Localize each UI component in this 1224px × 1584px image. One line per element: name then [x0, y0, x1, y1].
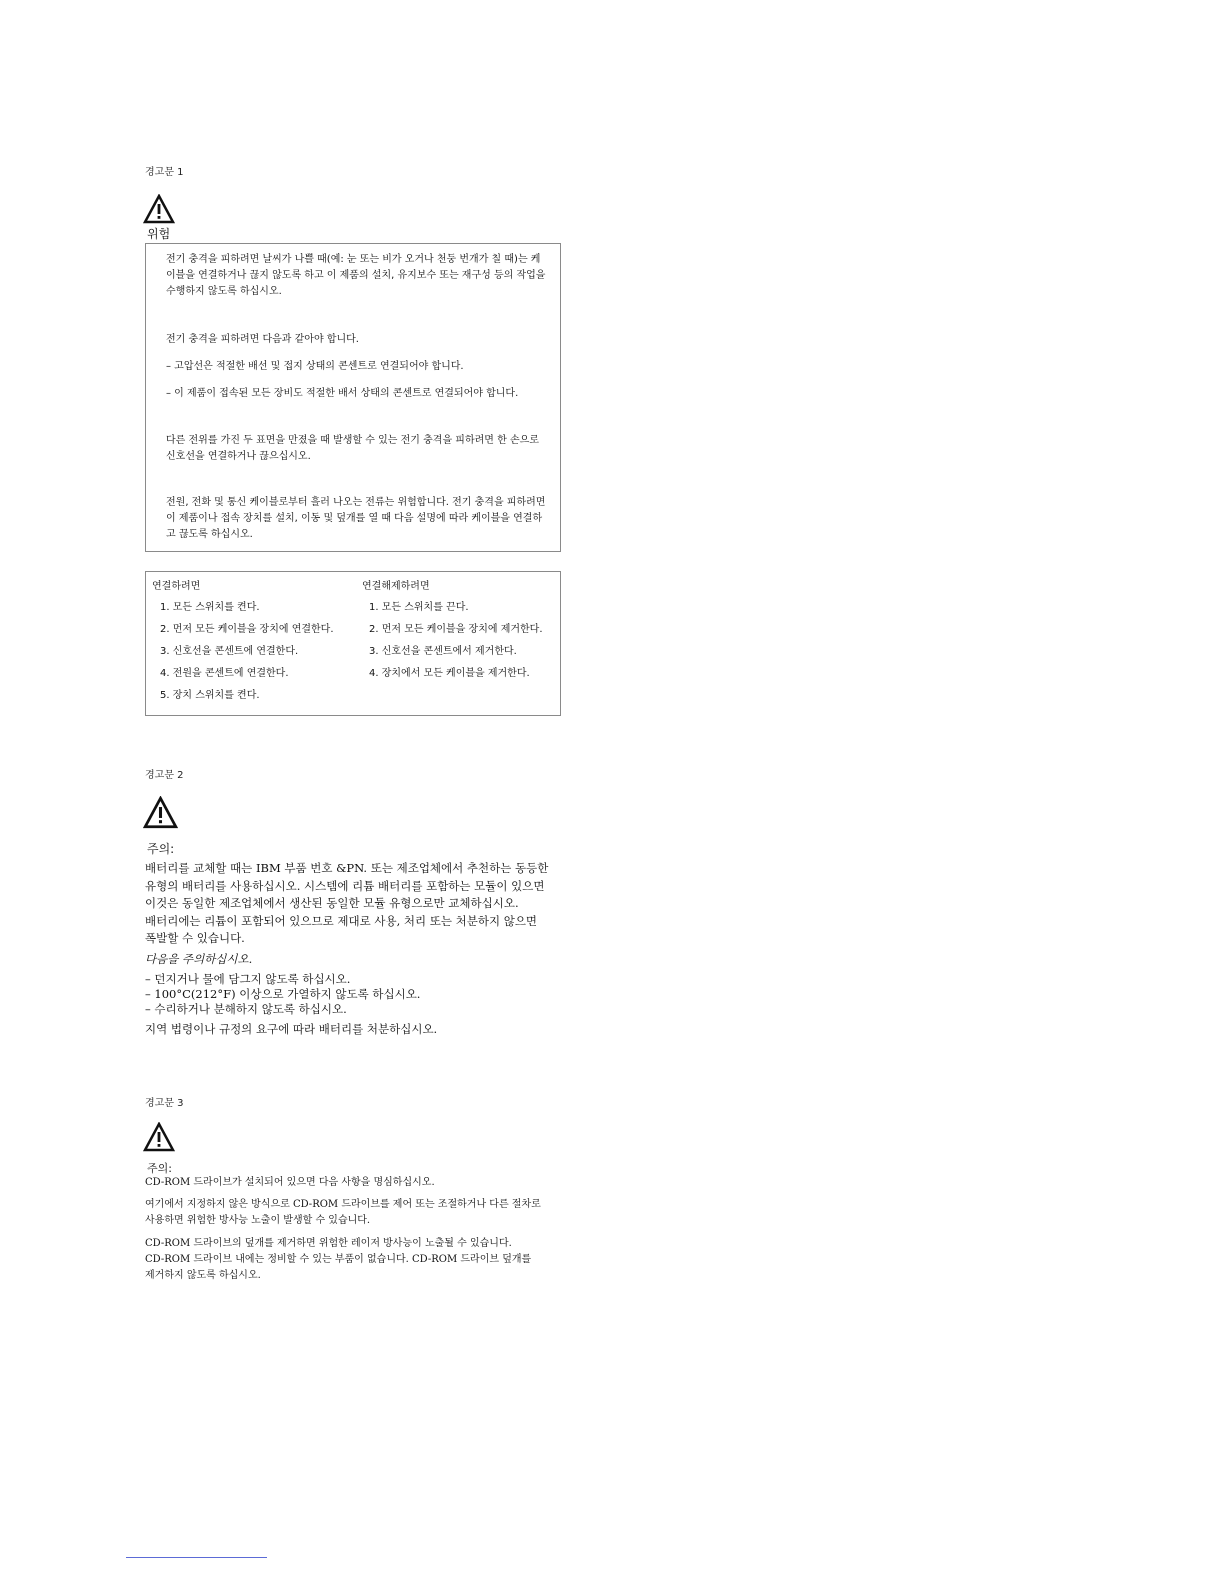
cdrom-line-1 — [145, 1175, 570, 1191]
connection-steps-box — [145, 571, 561, 716]
footnote-separator — [126, 1557, 267, 1558]
disconnect-step: 3. 신호선을 콘센트에서 제거한다. — [369, 646, 517, 657]
danger-item-1: – 고압선은 적절한 배선 및 접지 상태의 콘센트로 연결되어야 합니다. — [166, 361, 464, 372]
battery-paragraph-line: 폭발할 수 있습니다. — [145, 931, 245, 945]
battery-paragraph-line: 배터리에는 리튬이 포함되어 있으므로 제대로 사용, 처리 또는 처분하지 않으면 — [145, 913, 538, 928]
cdrom-paragraph-3 — [145, 1236, 570, 1284]
connect-heading: 연결하려면 — [152, 581, 201, 592]
battery-paragraph-line: 유형의 배터리를 사용하십시오. 시스템에 리튬 배터리를 포함하는 모듈이 있으면 — [145, 878, 545, 893]
disconnect-steps — [369, 600, 543, 688]
battery-closing: 지역 법령이나 규정의 요구에 따라 배터리를 처분하십시오. — [145, 1022, 438, 1036]
battery-item: – 수리하거나 분해하지 않도록 하십시오. — [145, 1002, 347, 1016]
battery-item: – 던지거나 물에 담그지 않도록 하십시오. — [145, 972, 351, 986]
caution-signal-word: 주의: — [147, 842, 175, 856]
disconnect-step: 1. 모든 스위치를 끈다. — [369, 602, 469, 613]
disconnect-step: 4. 장치에서 모든 케이블을 제거한다. — [369, 668, 530, 679]
battery-paragraph-line: 배터리를 교체할 때는 IBM 부품 번호 &PN. 또는 제조업체에서 추천하는 동등한 — [145, 861, 549, 875]
danger-paragraph-4: 전원, 전화 및 통신 케이블로부터 흘러 나오는 전류는 위험합니다. 전기 충격을 피하려면 이 제품이나 접속 장치를 설치, 이동 및 덮개를 열 때 다음 설명에 따라 케이블을 연결하고 끊도록 하십시오. — [166, 497, 546, 540]
cdrom-paragraph-2 — [145, 1197, 570, 1229]
danger-signal-word: 위험 — [147, 227, 171, 241]
connect-step: 4. 전원을 콘센트에 연결한다. — [160, 668, 289, 679]
connect-step: 5. 장치 스위치를 켠다. — [160, 690, 260, 701]
disconnect-heading: 연결해제하려면 — [362, 581, 430, 592]
connect-step: 1. 모든 스위치를 켠다. — [160, 602, 260, 613]
cdrom-paragraph-line: 사용하면 위험한 방사능 노출이 발생할 수 있습니다. — [145, 1215, 371, 1226]
connect-steps — [160, 600, 334, 710]
battery-emphasis: 다음을 주의하십시오. — [145, 951, 253, 966]
notice-1-label: 경고문 1 — [145, 167, 184, 178]
notice-3-label: 경고문 3 — [145, 1098, 184, 1109]
danger-paragraph-2: 전기 충격을 피하려면 다음과 같아야 합니다. — [166, 334, 359, 345]
warning-triangle-icon — [143, 1122, 175, 1152]
notice-2-label: 경고문 2 — [145, 770, 184, 781]
danger-paragraph-1: 전기 충격을 피하려면 날씨가 나쁠 때(예: 눈 또는 비가 오거나 천둥 번개가 칠 때)는 케이블을 연결하거나 끊지 않도록 하고 이 제품의 설치, 유지보수 또는 재구성 등의 작업을 수행하지 않도록 하십시오. — [166, 254, 546, 297]
cdrom-paragraph-line: 여기에서 지정하지 않은 방식으로 CD-ROM 드라이브를 제어 또는 조절하거나 다른 절차로 — [145, 1199, 541, 1210]
disconnect-step: 2. 먼저 모든 케이블을 장치에 제거한다. — [369, 624, 543, 635]
warning-triangle-icon — [143, 796, 178, 829]
connect-step: 3. 신호선을 콘센트에 연결한다. — [160, 646, 299, 657]
danger-item-2: – 이 제품이 접속된 모든 장비도 적절한 배서 상태의 콘센트로 연결되어야 합니다. — [166, 388, 519, 399]
battery-paragraph-line: 이것은 동일한 제조업체에서 생산된 동일한 모듈 유형으로만 교체하십시오. — [145, 896, 519, 910]
battery-caution-text — [145, 860, 565, 1039]
cdrom-intro: CD-ROM 드라이브가 설치되어 있으면 다음 사항을 명심하십시오. — [145, 1177, 435, 1188]
danger-paragraph-3: 다른 전위를 가진 두 표면을 만졌을 때 발생할 수 있는 전기 충격을 피하려면 한 손으로 신호선을 연결하거나 끊으십시오. — [166, 435, 539, 462]
caution-signal-word: 주의: — [147, 1162, 172, 1175]
connect-step: 2. 먼저 모든 케이블을 장치에 연결한다. — [160, 624, 334, 635]
warning-triangle-icon — [143, 194, 175, 224]
cdrom-paragraph-line: CD-ROM 드라이브의 덮개를 제거하면 위험한 레이저 방사능이 노출될 수 있습니다. — [145, 1238, 512, 1249]
cdrom-paragraph-line: CD-ROM 드라이브 내에는 정비할 수 있는 부품이 없습니다. CD-ROM 드라이브 덮개를 — [145, 1254, 532, 1265]
battery-item: – 100°C(212°F) 이상으로 가열하지 않도록 하십시오. — [145, 987, 421, 1001]
danger-box — [145, 243, 561, 552]
cdrom-paragraph-line: 제거하지 않도록 하십시오. — [145, 1270, 261, 1281]
